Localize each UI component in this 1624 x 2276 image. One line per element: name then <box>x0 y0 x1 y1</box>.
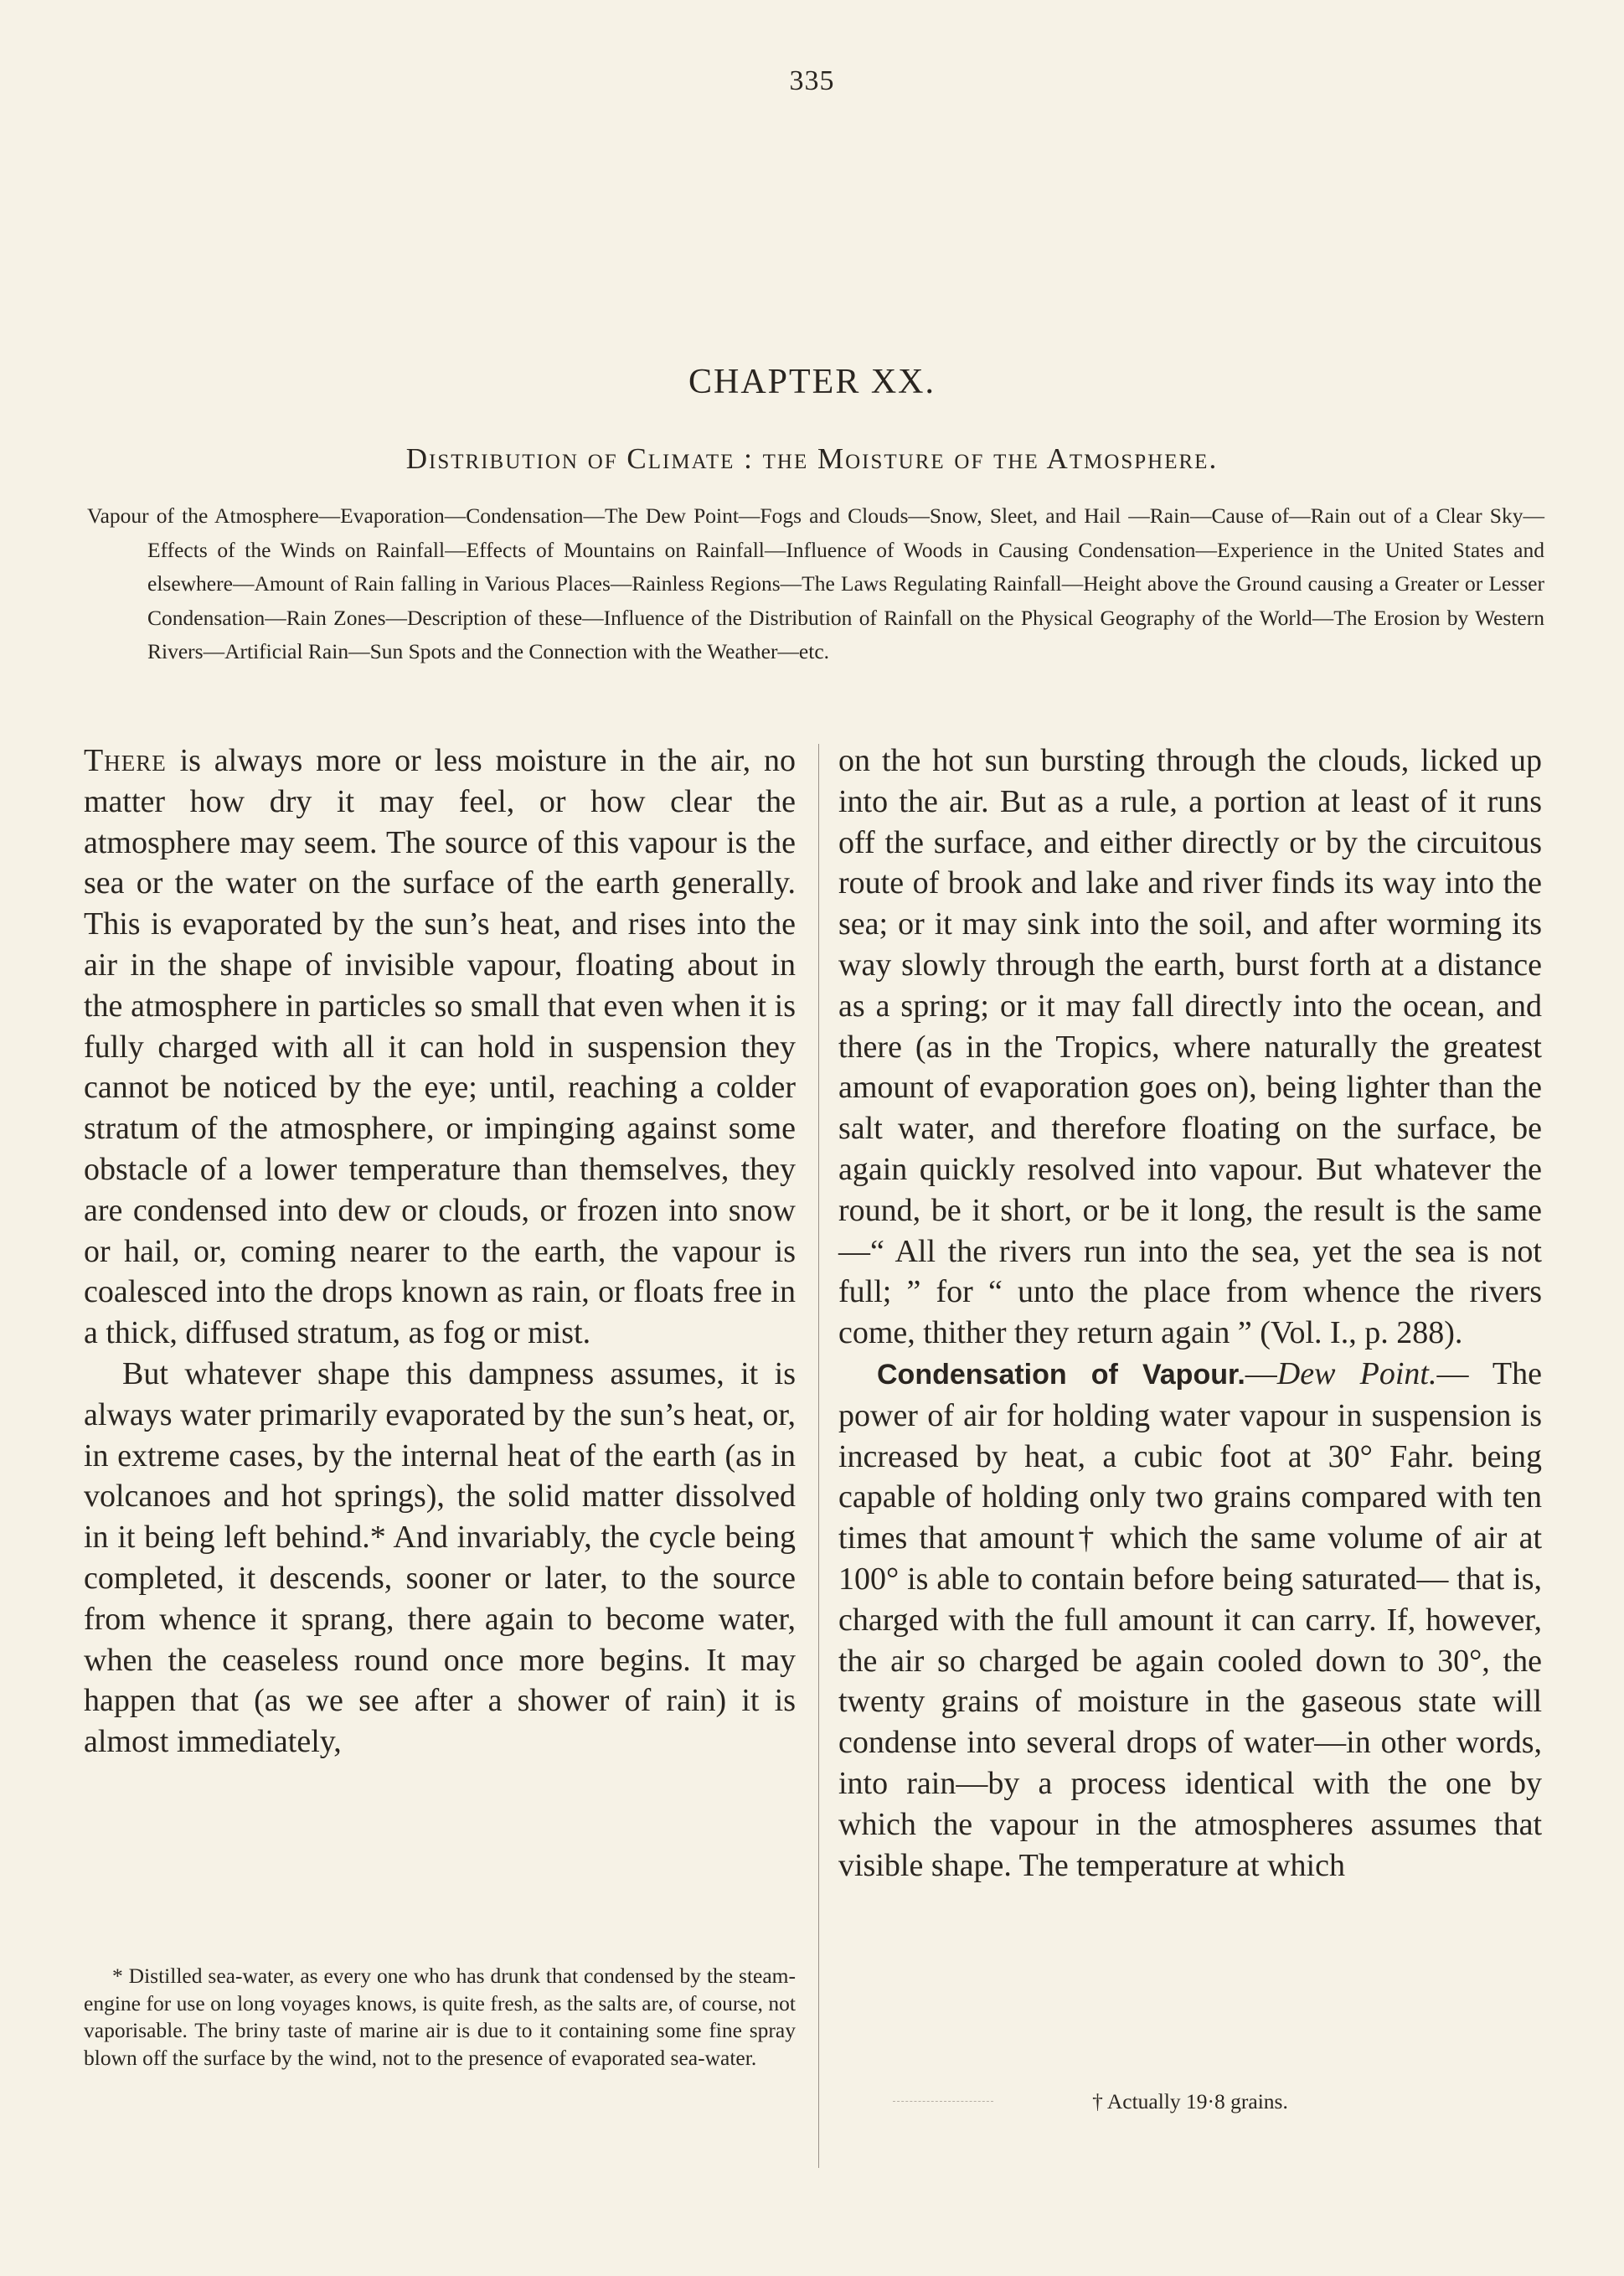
left-paragraph-1-text: is always more or less moisture in the air, no matter how dry it may feel, or how clear the atmosphere may seem. The source of this vapour is the sea or the water on the surface of the earth generally. This is evaporated by the sun’s heat, and rises into the air in the shape of invisible vapour, floating about in the atmosphere in particles so small that even when it is fully charged with all it can hold in suspension they cannot be noticed by the eye; until, reaching a colder stratum of the atmosphere, or impinging against some obstacle of a lower temperature than themselves, they are condensed into dew or clouds, or frozen into snow or hail, or, coming nearer to the earth, the vapour is coalesced into the drops known as rain, or floats free in a thick, diffused stratum, as fog or mist. <box>84 743 796 1351</box>
footnote-distilled-water: * Distilled sea-water, as every one who has drunk that condensed by the steam-engine for use on long voyages knows, is quite fresh, as the salts are, of course, not vaporisable. The briny taste of marine air is due to it containing some fine spray blown off the surface by the wind, not to the presence of evaporated sea-water. <box>84 1964 796 2070</box>
right-paragraph-1: on the hot sun bursting through the clouds, licked up into the air. But as a rule, a portion at least of it runs off the surface, and either directly or by the circuitous route of brook and lake and river finds its way into the sea; or it may sink into the soil, and after worming its way slowly through the earth, burst forth at a distance as a spring; or it may fall directly into the ocean, and there (as in the Tropics, where naturally the greatest amount of evaporation goes on), being lighter than the salt water, and therefore floating on the surface, be again quickly resolved into vapour. But whatever the round, be it short, or be it long, the result is the same—“ All the rivers run into the sea, yet the sea is not full; ” for “ unto the place from whence the rivers come, thither they return again ” (Vol. I., p. 288). <box>838 743 1542 1351</box>
chapter-title: CHAPTER XX. <box>688 363 936 401</box>
section-heading: Condensation of Vapour. <box>877 1358 1245 1391</box>
left-column <box>84 741 796 1762</box>
chapter-subtitle: Distribution of Climate : the Moisture of the Atmosphere. <box>405 442 1219 475</box>
section-heading-dash: — <box>1245 1355 1277 1391</box>
right-column <box>838 741 1542 1886</box>
paragraph-lead-word: There <box>84 743 167 778</box>
left-footnote <box>84 1963 796 2072</box>
right-footnote: † Actually 19·8 grains. <box>1092 2089 1288 2113</box>
left-paragraph-1 <box>84 741 796 1354</box>
left-paragraph-2: But whatever shape this dampness assumes, it is always water primarily evaporated by the sun’s heat, or, in extreme cases, by the internal heat of the earth (as in volcanoes and hot springs), the solid matter dissolved in it being left behind.* And invariably, the cycle being completed, it descends, sooner or later, to the source from whence it sprang, there again to become water, when the ceaseless round once more begins. It may happen that (as we see after a shower of rain) it is almost immediately, <box>84 1355 796 1760</box>
right-paragraph-2-text: — The power of air for holding water vapour in suspension is increased by heat, a cubic foot at 30° Fahr. being capable of holding only two grains compared with ten times that amount† which the same volume of air at 100° is able to contain before being saturated— that is, charged with the full amount it can carry. If, however, the air so charged be again cooled down to 30°, the twenty grains of moisture in the gaseous state will condense into several drops of water—in other words, into rain—by a process identical with the one by which the vapour in the atmospheres assumes that visible shape. The temperature at which <box>838 1355 1543 1883</box>
column-divider <box>818 744 819 2168</box>
page-number: 335 <box>789 65 835 96</box>
section-subheading: Dew Point. <box>1276 1355 1437 1391</box>
chapter-synopsis: Vapour of the Atmosphere—Evaporation—Condensation—The Dew Point—Fogs and Clouds—Snow, Sleet, and Hail —Rain—Cause of—Rain out of a Clear Sky—Effects of the Winds on Rainfall—Effects of Mountains on Rainfall—Influence of Woods in Causing Condensation—Experience in the United States and elsewhere—Amount of Rain falling in Various Places—Rainless Regions—The Laws Regulating Rainfall—Height above the Ground causing a Greater or Lesser Condensation—Rain Zones—Description of these—Influence of the Distribution of Rainfall on the Physical Geography of the World—The Erosion by Western Rivers—Artificial Rain—Sun Spots and the Connection with the Weather—etc. <box>87 503 1544 663</box>
right-paragraph-2 <box>838 1354 1542 1886</box>
